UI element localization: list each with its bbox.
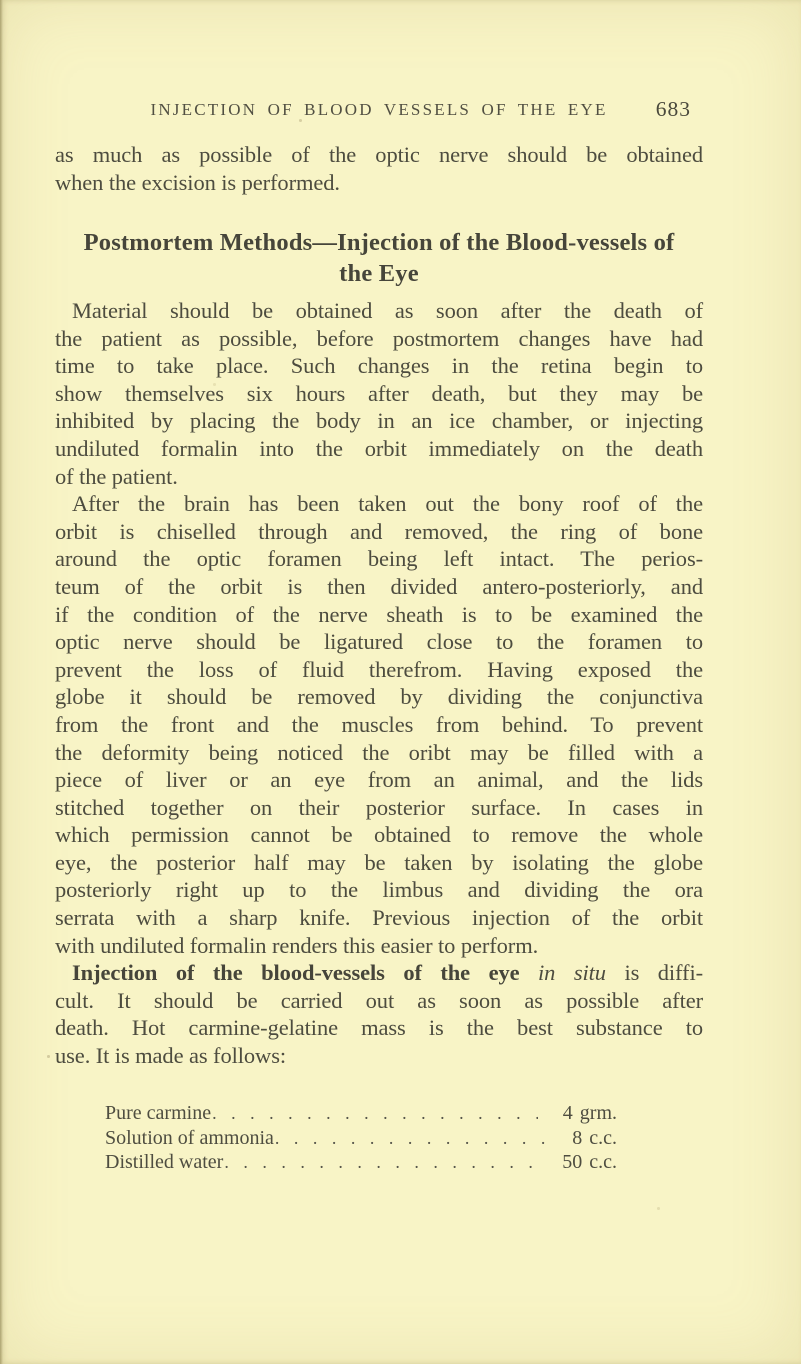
text-line: piece of liver or an eye from an animal, and the lids xyxy=(55,767,703,793)
text-line: serrata with a sharp knife. Previous injection of the orbit xyxy=(55,905,703,931)
ingredient-name: Distilled water xyxy=(105,1151,224,1174)
dot-leader xyxy=(212,1101,538,1126)
text-line: if the condition of the nerve sheath is to be examined the xyxy=(55,601,703,627)
ingredient-unit: c.c. xyxy=(589,1151,617,1174)
text-line: use. It is made as follows: xyxy=(55,1043,287,1069)
italic-latin-phrase: in situ xyxy=(538,960,606,986)
text-line xyxy=(55,959,703,987)
text-line: orbit is chiselled through and removed, the ring of bone xyxy=(55,518,703,544)
ingredient-quantity: 50 xyxy=(562,1151,583,1174)
text-line: time to take place. Such changes in the retina begin to xyxy=(55,353,703,379)
dot-leader xyxy=(224,1150,547,1175)
text-line: the patient as possible, before postmortem changes have had xyxy=(55,325,703,351)
text-line: optic nerve should be ligatured close to the foramen to xyxy=(55,629,703,655)
text-line: of the patient. xyxy=(55,463,178,489)
text-line: undiluted formalin into the orbit immediately on the death xyxy=(55,435,703,461)
text-line: posteriorly right up to the limbus and dividing the ora xyxy=(55,877,703,903)
text-line: death. Hot carmine-gelatine mass is the best substance to xyxy=(55,1015,703,1041)
text-line: as much as possible of the optic nerve should be obtained xyxy=(55,142,703,167)
text-line: globe it should be removed by dividing the conjunctiva xyxy=(55,684,703,710)
text-line: show themselves six hours after death, but they may be xyxy=(55,380,703,406)
ingredient-name: Solution of ammonia xyxy=(105,1126,274,1149)
body-text xyxy=(55,297,703,1070)
page-number: 683 xyxy=(655,97,691,121)
section-heading-line1: Postmortem Methods—Injection of the Blood-vessels of xyxy=(83,229,675,256)
ingredient-quantity: 4 xyxy=(562,1102,573,1124)
text-line: After the brain has been taken out the bony roof of the xyxy=(72,491,703,517)
text-line: cult. It should be carried out as soon as possible after xyxy=(55,987,703,1013)
text-line: prevent the loss of fluid therefrom. Having exposed the xyxy=(55,656,703,682)
text-line: with undiluted formalin renders this easier to perform. xyxy=(55,932,539,958)
section-heading-line2: the Eye xyxy=(339,260,419,287)
ingredient-name: Pure carmine xyxy=(105,1102,212,1124)
paper-speckles xyxy=(0,0,1,1)
text-line: which permission cannot be obtained to remove the whole xyxy=(55,822,703,848)
recipe-table xyxy=(105,1101,617,1175)
dot-leader xyxy=(275,1126,547,1151)
text-line: inhibited by placing the body in an ice chamber, or injecting xyxy=(55,408,703,434)
recipe-row xyxy=(105,1150,617,1175)
page-gutter-edge xyxy=(0,0,3,1364)
ingredient-unit: grm. xyxy=(579,1102,617,1124)
lead-rest-text: is diffi- xyxy=(605,960,703,986)
intro-paragraph xyxy=(55,141,703,196)
running-header-title: INJECTION OF BLOOD VESSELS OF THE EYE xyxy=(150,100,608,119)
recipe-row xyxy=(105,1126,617,1151)
section-heading xyxy=(55,227,703,289)
text-line: when the excision is performed. xyxy=(55,169,340,195)
text-line: the deformity being noticed the oribt may be filled with a xyxy=(55,739,703,765)
recipe-row xyxy=(105,1101,617,1126)
text-line: from the front and the muscles from behind. To prevent xyxy=(55,711,703,737)
ingredient-quantity: 8 xyxy=(572,1126,583,1149)
text-line: teum of the orbit is then divided antero-posteriorly, and xyxy=(55,573,703,599)
text-line: eye, the posterior half may be taken by isolating the globe xyxy=(55,849,703,875)
running-header xyxy=(55,97,703,128)
text-line: Material should be obtained as soon after the death of xyxy=(72,298,703,323)
text-line: around the optic foramen being left intact. The perios- xyxy=(55,546,703,572)
text-line: stitched together on their posterior surface. In cases in xyxy=(55,794,703,820)
ingredient-unit: c.c. xyxy=(589,1126,617,1149)
bold-lead-text: Injection of the blood-vessels of the eye xyxy=(72,960,539,986)
